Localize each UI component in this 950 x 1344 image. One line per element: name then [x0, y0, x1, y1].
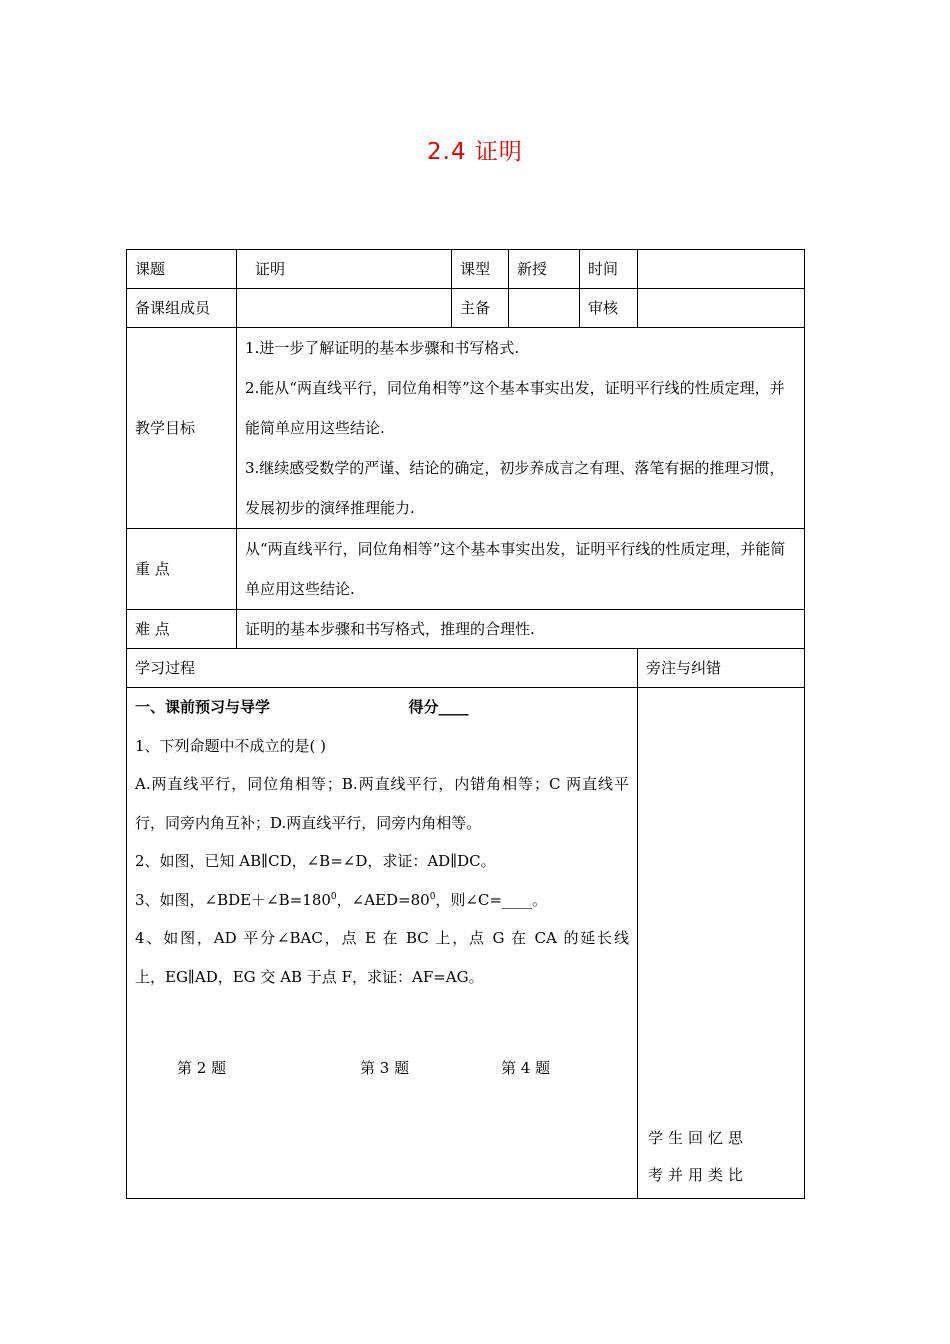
key-point-text: 从“两直线平行，同位角相等”这个基本事实出发，证明平行线的性质定理，并能简单应用这些结论. — [245, 540, 786, 598]
key-point-label: 重 点 — [127, 529, 237, 610]
review-value — [638, 289, 805, 328]
score-label: 得分____ — [408, 698, 469, 716]
row-topic — [127, 250, 805, 289]
side-note-cell — [638, 688, 805, 1199]
objective-item-1: 1.进一步了解证明的基本步骤和书写格式. — [245, 339, 520, 357]
section-heading-row — [135, 688, 629, 727]
lead-value — [509, 289, 580, 328]
question-2: 2、如图，已知 AB∥CD，∠B=∠D，求证：AD∥DC。 — [135, 852, 496, 870]
question-3-sup-1: 0 — [330, 891, 337, 902]
objectives-content — [237, 328, 805, 529]
review-label: 审核 — [580, 289, 638, 328]
row-process-body — [127, 688, 805, 1199]
side-note-line-1: 学生回忆思 — [648, 1129, 749, 1147]
topic-label: 课题 — [127, 250, 237, 289]
question-1-options-line-1: A.两直线平行，同位角相等；B.两直线平行，内错角相等；C 两直线平 — [135, 775, 629, 793]
time-value — [638, 250, 805, 289]
members-value — [237, 289, 452, 328]
row-members — [127, 289, 805, 328]
difficulty-text: 证明的基本步骤和书写格式，推理的合理性. — [237, 610, 805, 649]
row-process-header — [127, 649, 805, 688]
key-point-content — [237, 529, 805, 610]
objective-item-2: 2.能从“两直线平行，同位角相等”这个基本事实出发，证明平行线的性质定理，并能简单应用这些结论. — [245, 379, 785, 437]
page-title: 2.4 证明 — [427, 139, 523, 165]
members-label: 备课组成员 — [127, 289, 237, 328]
row-difficulty — [127, 610, 805, 649]
lesson-plan-table — [126, 249, 805, 1199]
figure-2-caption: 第 2 题 — [177, 1059, 227, 1077]
topic-value: 证明 — [237, 250, 452, 289]
process-content — [127, 688, 638, 1199]
objectives-label: 教学目标 — [127, 328, 237, 529]
objective-item-3: 3.继续感受数学的严谨、结论的确定，初步养成言之有理、落笔有据的推理习惯，发展初步的演绎推理能力. — [245, 459, 785, 517]
question-3-part-3: ，则∠C=____。 — [435, 890, 548, 909]
question-1: 1、下列命题中不成立的是( ) — [135, 736, 327, 755]
time-label: 时间 — [580, 250, 638, 289]
type-label: 课型 — [452, 250, 509, 289]
row-objectives — [127, 328, 805, 529]
figure-3-caption: 第 3 题 — [360, 1059, 410, 1077]
figure-captions — [135, 1048, 629, 1088]
question-4-line-1: 4、如图，AD 平分∠BAC，点 E 在 BC 上，点 G 在 CA 的延长线 — [135, 929, 629, 947]
difficulty-label: 难 点 — [127, 610, 237, 649]
question-3-sup-2: 0 — [429, 891, 436, 902]
side-note — [638, 1120, 804, 1198]
lead-label: 主备 — [452, 289, 509, 328]
type-value: 新授 — [509, 250, 580, 289]
side-label: 旁注与纠错 — [638, 649, 805, 688]
question-4-line-2: 上，EG∥AD，EG 交 AB 于点 F，求证：AF=AG。 — [135, 967, 484, 986]
side-note-line-2: 考并用类比 — [648, 1166, 749, 1184]
process-label: 学习过程 — [127, 649, 638, 688]
row-key-point — [127, 529, 805, 610]
section-heading: 一、课前预习与导学 — [135, 698, 271, 716]
question-3-part-1: 3、如图，∠BDE＋∠B=180 — [135, 890, 331, 909]
question-1-options-line-2: 行，同旁内角互补；D.两直线平行，同旁内角相等。 — [135, 813, 482, 832]
figure-4-caption: 第 4 题 — [501, 1059, 551, 1077]
question-3-part-2: ，∠AED=80 — [336, 890, 430, 909]
question-3 — [135, 881, 629, 920]
